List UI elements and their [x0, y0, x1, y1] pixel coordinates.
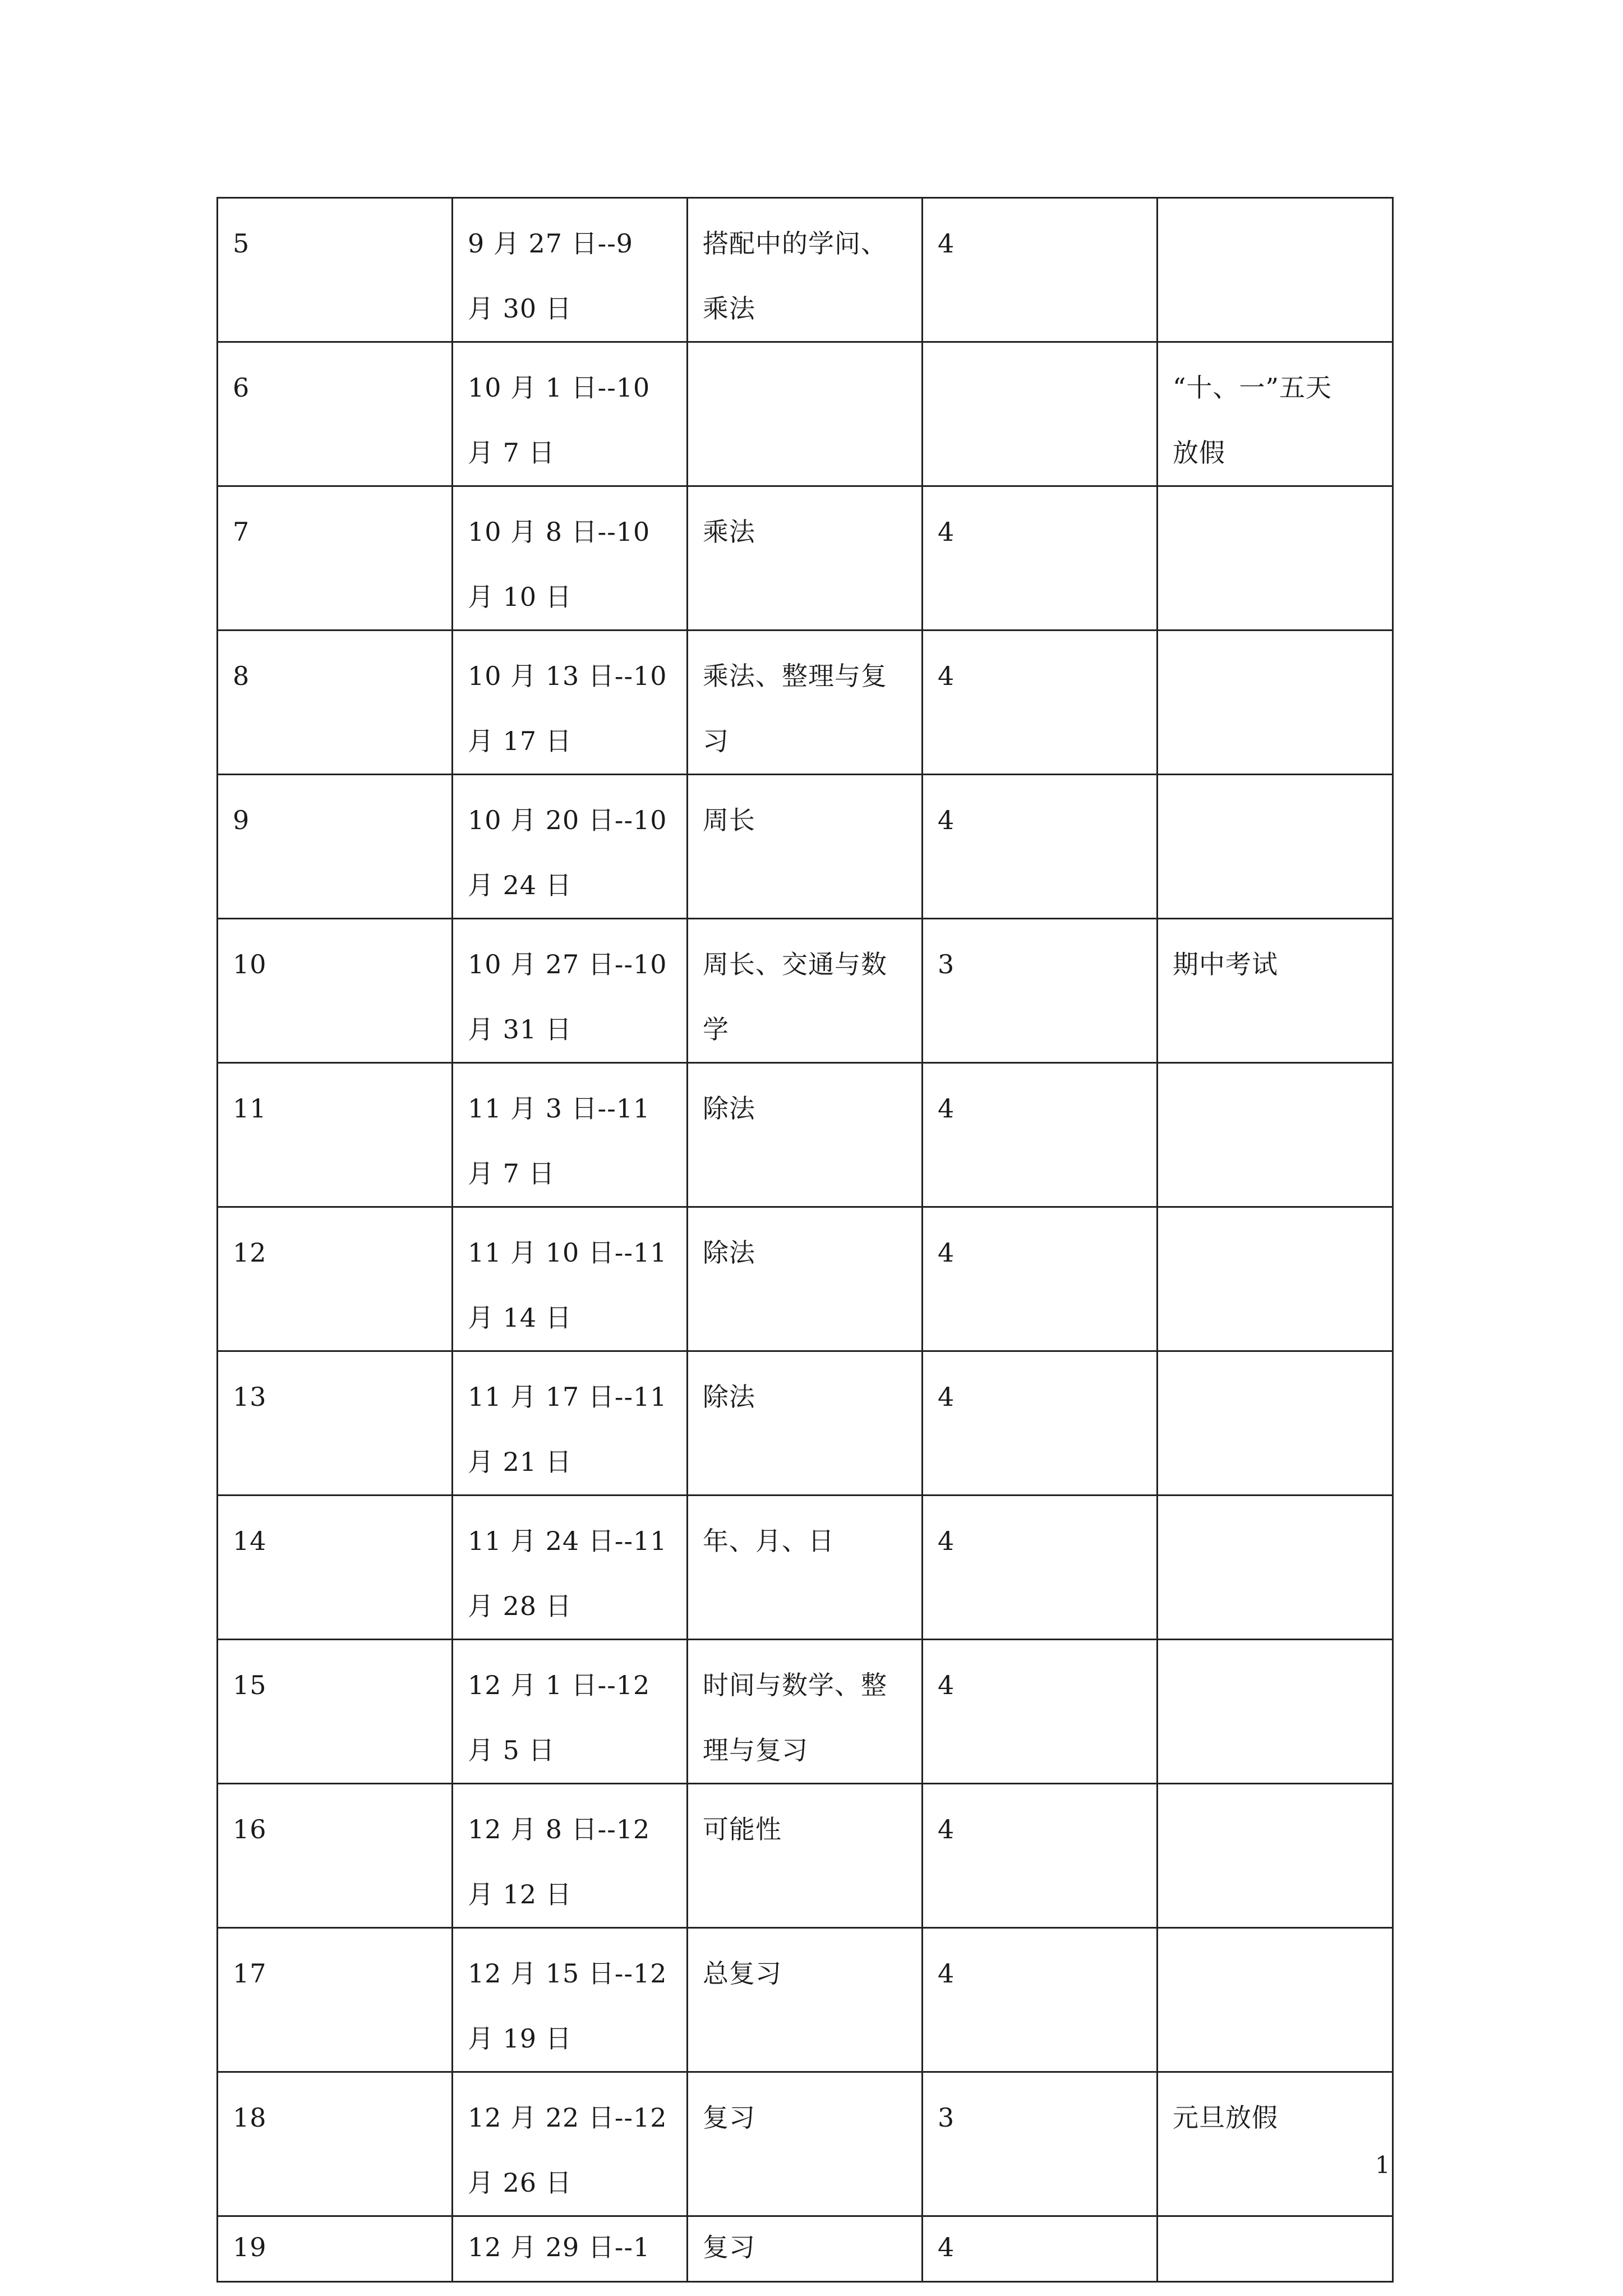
date-cell-text: 月 5 日	[468, 1735, 555, 1765]
hours-cell	[923, 2072, 1158, 2216]
date-cell	[453, 198, 688, 342]
hours-cell-text: 4	[938, 1958, 955, 1989]
hours-cell	[923, 775, 1158, 919]
page-number: 1	[1375, 2151, 1390, 2179]
remark-cell	[1158, 919, 1393, 1063]
week-cell	[218, 1207, 453, 1351]
date-cell-text: 月 17 日	[468, 726, 572, 756]
remark-cell	[1158, 486, 1393, 631]
hours-cell-text: 4	[938, 1670, 955, 1700]
remark-cell-text: 放假	[1173, 438, 1225, 468]
week-cell-text: 8	[233, 661, 250, 691]
date-cell-text: 11 月 24 日--11	[468, 1526, 667, 1556]
hours-cell	[923, 2216, 1158, 2282]
date-cell	[453, 1928, 688, 2072]
date-cell-text: 月 19 日	[468, 2023, 572, 2054]
table-row	[218, 919, 1393, 1063]
hours-cell-text: 3	[938, 949, 955, 979]
schedule-table	[216, 197, 1394, 2283]
date-cell	[453, 1640, 688, 1784]
content-cell	[688, 1784, 923, 1928]
week-cell-text: 10	[233, 949, 267, 979]
content-cell	[688, 919, 923, 1063]
content-cell	[688, 1640, 923, 1784]
remark-cell	[1158, 631, 1393, 775]
hours-cell	[923, 486, 1158, 631]
content-cell-text: 周长、交通与数	[703, 949, 887, 979]
date-cell-text: 12 月 1 日--12	[468, 1670, 651, 1700]
hours-cell	[923, 1063, 1158, 1207]
week-cell-text: 18	[233, 2102, 267, 2133]
date-cell	[453, 486, 688, 631]
week-cell	[218, 342, 453, 486]
date-cell-text: 月 24 日	[468, 870, 572, 900]
week-cell	[218, 1063, 453, 1207]
content-cell	[688, 2072, 923, 2216]
hours-cell	[923, 919, 1158, 1063]
table-row	[218, 1640, 1393, 1784]
remark-cell	[1158, 2072, 1393, 2216]
week-cell	[218, 198, 453, 342]
table-row	[218, 1496, 1393, 1640]
content-cell-text: 习	[703, 726, 729, 756]
content-cell-text: 时间与数学、整	[703, 1670, 887, 1700]
hours-cell	[923, 631, 1158, 775]
date-cell-text: 月 31 日	[468, 1014, 572, 1045]
hours-cell	[923, 198, 1158, 342]
content-cell-text: 除法	[703, 1237, 755, 1268]
hours-cell	[923, 1496, 1158, 1640]
week-cell-text: 11	[233, 1093, 267, 1124]
date-cell	[453, 342, 688, 486]
remark-cell-text: 期中考试	[1173, 949, 1278, 979]
content-cell	[688, 486, 923, 631]
date-cell	[453, 1496, 688, 1640]
date-cell-text: 10 月 20 日--10	[468, 805, 667, 835]
date-cell-text: 12 月 8 日--12	[468, 1814, 651, 1844]
remark-cell	[1158, 1351, 1393, 1496]
table-row	[218, 631, 1393, 775]
content-cell	[688, 1928, 923, 2072]
content-cell-text: 除法	[703, 1093, 755, 1124]
content-cell-text: 搭配中的学问、	[703, 228, 887, 259]
content-cell	[688, 631, 923, 775]
content-cell	[688, 198, 923, 342]
content-cell-text: 年、月、日	[703, 1526, 834, 1556]
table-row	[218, 2216, 1393, 2282]
hours-cell	[923, 1640, 1158, 1784]
content-cell	[688, 2216, 923, 2282]
date-cell-text: 12 月 15 日--12	[468, 1958, 667, 1989]
content-cell-text: 乘法、整理与复	[703, 661, 887, 691]
hours-cell-text: 4	[938, 661, 955, 691]
hours-cell-text: 4	[938, 1526, 955, 1556]
content-cell-text: 乘法	[703, 517, 755, 547]
table-row	[218, 1207, 1393, 1351]
content-cell	[688, 1063, 923, 1207]
date-cell-text: 月 21 日	[468, 1447, 572, 1477]
content-cell	[688, 775, 923, 919]
week-cell	[218, 1640, 453, 1784]
date-cell-text: 月 30 日	[468, 293, 572, 324]
week-cell	[218, 1496, 453, 1640]
content-cell	[688, 342, 923, 486]
content-cell-text: 乘法	[703, 293, 755, 324]
table-row	[218, 1928, 1393, 2072]
remark-cell	[1158, 1207, 1393, 1351]
week-cell-text: 12	[233, 1237, 267, 1268]
week-cell	[218, 486, 453, 631]
table-row	[218, 1784, 1393, 1928]
date-cell-text: 月 10 日	[468, 582, 572, 612]
week-cell-text: 13	[233, 1382, 267, 1412]
week-cell	[218, 775, 453, 919]
table-row	[218, 198, 1393, 342]
hours-cell-text: 4	[938, 228, 955, 259]
content-cell	[688, 1207, 923, 1351]
date-cell-text: 月 26 日	[468, 2168, 572, 2198]
date-cell	[453, 919, 688, 1063]
week-cell	[218, 2216, 453, 2282]
date-cell	[453, 631, 688, 775]
date-cell-text: 月 7 日	[468, 1158, 555, 1189]
hours-cell	[923, 1928, 1158, 2072]
content-cell	[688, 1496, 923, 1640]
hours-cell-text: 4	[938, 805, 955, 835]
hours-cell-text: 4	[938, 517, 955, 547]
hours-cell	[923, 1784, 1158, 1928]
table-row	[218, 342, 1393, 486]
hours-cell-text: 4	[938, 1237, 955, 1268]
date-cell-text: 10 月 1 日--10	[468, 372, 651, 403]
schedule-table-body	[218, 198, 1393, 2282]
week-cell-text: 15	[233, 1670, 267, 1700]
remark-cell	[1158, 1928, 1393, 2072]
content-cell-text: 可能性	[703, 1814, 782, 1844]
date-cell-text: 10 月 13 日--10	[468, 661, 667, 691]
table-row	[218, 1063, 1393, 1207]
remark-cell	[1158, 342, 1393, 486]
week-cell-text: 17	[233, 1958, 267, 1989]
remark-cell	[1158, 1063, 1393, 1207]
week-cell-text: 6	[233, 372, 250, 403]
content-cell	[688, 1351, 923, 1496]
week-cell-text: 19	[233, 2232, 267, 2262]
week-cell-text: 5	[233, 228, 250, 259]
remark-cell	[1158, 2216, 1393, 2282]
week-cell	[218, 1928, 453, 2072]
date-cell-text: 11 月 17 日--11	[468, 1382, 667, 1412]
date-cell-text: 9 月 27 日--9	[468, 228, 634, 259]
date-cell	[453, 775, 688, 919]
week-cell	[218, 631, 453, 775]
hours-cell	[923, 1351, 1158, 1496]
week-cell	[218, 1784, 453, 1928]
date-cell-text: 月 12 日	[468, 1879, 572, 1910]
week-cell-text: 16	[233, 1814, 267, 1844]
week-cell-text: 14	[233, 1526, 267, 1556]
date-cell	[453, 1207, 688, 1351]
date-cell-text: 12 月 22 日--12	[468, 2102, 667, 2133]
content-cell-text: 理与复习	[703, 1735, 808, 1765]
date-cell-text: 11 月 10 日--11	[468, 1237, 667, 1268]
table-row	[218, 775, 1393, 919]
date-cell	[453, 2072, 688, 2216]
content-cell-text: 总复习	[703, 1958, 782, 1989]
hours-cell-text: 4	[938, 1382, 955, 1412]
content-cell-text: 除法	[703, 1382, 755, 1412]
date-cell	[453, 1063, 688, 1207]
remark-cell-text: “十、一”五天	[1173, 372, 1332, 403]
week-cell	[218, 919, 453, 1063]
week-cell-text: 7	[233, 517, 250, 547]
remark-cell	[1158, 1784, 1393, 1928]
hours-cell	[923, 1207, 1158, 1351]
date-cell-text: 月 7 日	[468, 438, 555, 468]
hours-cell-text: 4	[938, 1093, 955, 1124]
date-cell-text: 10 月 8 日--10	[468, 517, 651, 547]
remark-cell	[1158, 775, 1393, 919]
date-cell-text: 10 月 27 日--10	[468, 949, 667, 979]
table-row	[218, 2072, 1393, 2216]
content-cell-text: 周长	[703, 805, 755, 835]
week-cell	[218, 1351, 453, 1496]
date-cell-text: 月 28 日	[468, 1591, 572, 1621]
remark-cell	[1158, 1496, 1393, 1640]
content-cell-text: 复习	[703, 2102, 755, 2133]
week-cell-text: 9	[233, 805, 250, 835]
content-cell-text: 学	[703, 1014, 729, 1045]
date-cell	[453, 1784, 688, 1928]
date-cell-text: 11 月 3 日--11	[468, 1093, 651, 1124]
date-cell-text: 月 14 日	[468, 1303, 572, 1333]
hours-cell-text: 3	[938, 2102, 955, 2133]
table-row	[218, 1351, 1393, 1496]
hours-cell	[923, 342, 1158, 486]
date-cell-text: 12 月 29 日--1	[468, 2232, 651, 2262]
hours-cell-text: 4	[938, 1814, 955, 1844]
remark-cell	[1158, 1640, 1393, 1784]
remark-cell	[1158, 198, 1393, 342]
hours-cell-text: 4	[938, 2232, 955, 2262]
remark-cell-text: 元旦放假	[1173, 2102, 1278, 2133]
table-row	[218, 486, 1393, 631]
content-cell-text: 复习	[703, 2232, 755, 2262]
week-cell	[218, 2072, 453, 2216]
date-cell	[453, 2216, 688, 2282]
date-cell	[453, 1351, 688, 1496]
